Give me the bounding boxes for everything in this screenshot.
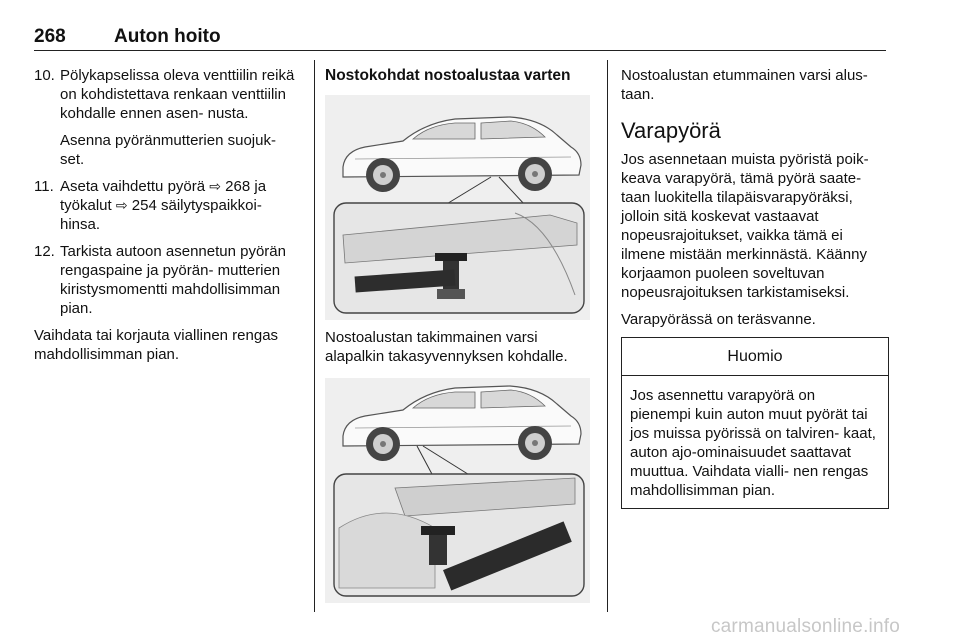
column-middle: [325, 66, 595, 603]
section-heading: Nostokohdat nostoalustaa varten: [325, 67, 571, 84]
note-body: Jos asennettu varapyörä on pienempi kuin auton muut pyörät tai jos muissa pyörissä on talviren- kaat, auton ajo-ominaisuudet saattavat muuttua. Vaihdata vialli- nen rengas mahdollisimman pian.: [630, 387, 876, 499]
note-box: [621, 337, 889, 509]
item-text: Asenna pyöränmutterien suojuk- set.: [60, 132, 276, 168]
item-text: Tarkista autoon asennetun pyörän rengaspaine ja pyörän- mutterien kiristysmomentti mahdollisimman pian.: [60, 243, 286, 317]
column-right: [621, 66, 889, 509]
rear-lift-point-illustration: [325, 95, 590, 320]
item-text-part: Aseta vaihdettu pyörä: [60, 178, 210, 195]
section-heading: Varapyörä: [621, 118, 721, 143]
page-ref-arrow-icon[interactable]: ⇨: [209, 178, 221, 194]
list-item: [34, 177, 304, 234]
page-ref-arrow-icon[interactable]: ⇨: [115, 197, 128, 213]
page-title: Auton hoito: [114, 26, 221, 47]
list-item: [34, 66, 304, 169]
item-number: 10.: [34, 67, 55, 84]
header-rule: [34, 50, 886, 51]
front-lift-point-illustration: [325, 378, 590, 603]
item-text: Pölykapselissa oleva venttiilin reikä on kohdistettava renkaan venttiilin kohdalle ennen asen- nusta.: [60, 67, 295, 122]
watermark: carmanualsonline.info: [710, 616, 900, 637]
item-text-part: ja työkalut: [60, 178, 267, 214]
list-item: [34, 242, 304, 318]
item-number: 11.: [34, 178, 54, 195]
note-title: Huomio: [622, 338, 888, 376]
column-left: [34, 66, 304, 372]
closing-text: Vaihdata tai korjauta viallinen rengas mahdollisimman pian.: [34, 327, 279, 363]
page-ref-link[interactable]: 254: [131, 197, 157, 214]
figure-caption: Nostoalustan takimmainen varsi alapalkin takasyvennyksen kohdalle.: [325, 329, 568, 365]
page-ref-link[interactable]: 268: [225, 178, 251, 195]
item-text-part: säilytyspaikkoi- hinsa.: [60, 197, 262, 233]
paragraph: Jos asennetaan muista pyöristä poik- keava varapyörä, tämä pyörä saate- taan luokitella tilapäisvarapyöräksi, jolloin sitä koskevat vastaavat nopeusrajoitukset, vaikka tämä ei ilmene mistään merkinnästä. Käänny korjaamon puoleen soveltuvan nopeusrajoituksen tarkistamiseksi.: [621, 151, 869, 301]
column-divider-2: [607, 60, 608, 612]
item-text: [60, 177, 304, 234]
paragraph: Varapyörässä on teräsvanne.: [621, 311, 816, 328]
column-divider-1: [314, 60, 315, 612]
item-number: 12.: [34, 243, 55, 260]
page-number: 268: [34, 26, 66, 47]
intro-text: Nostoalustan etummainen varsi alus- taan.: [621, 67, 868, 103]
